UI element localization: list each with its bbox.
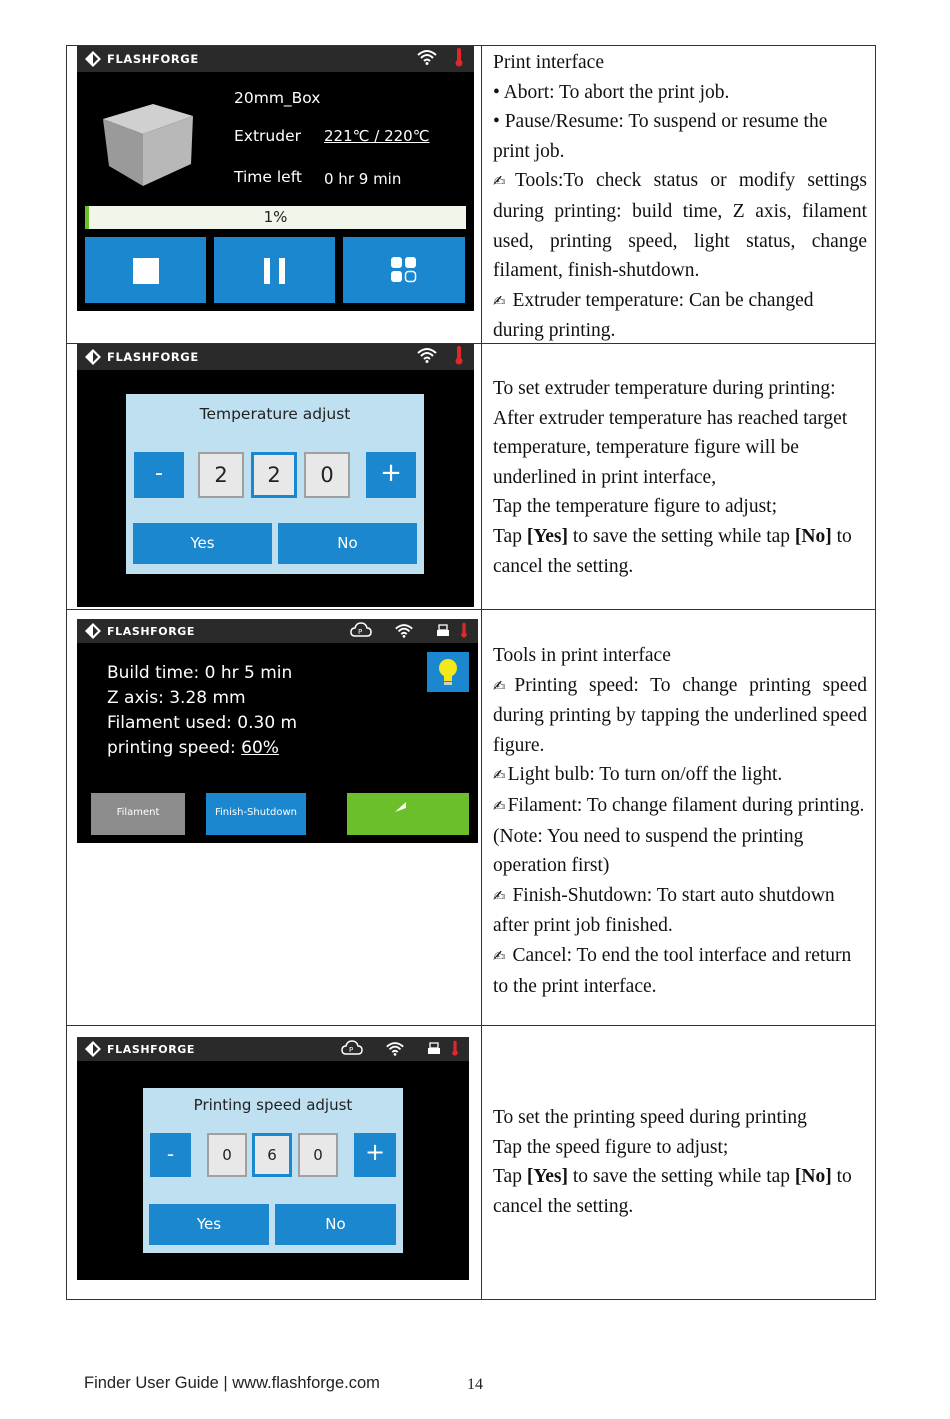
digit-box[interactable]: 0 <box>304 452 350 498</box>
speed-dialog <box>143 1088 403 1253</box>
filament-button[interactable]: Filament <box>91 793 185 835</box>
table-row <box>67 46 875 344</box>
increase-button[interactable]: + <box>366 452 416 498</box>
dialog-title: Printing speed adjust <box>193 1096 353 1114</box>
decrease-button[interactable]: - <box>134 452 184 498</box>
decrease-button[interactable]: - <box>150 1133 191 1177</box>
speed-description: ✍ Printing speed: To change printing speed during printing by tapping the underlined speed figure. <box>493 674 867 756</box>
description-cell <box>483 610 875 1025</box>
printing-speed-value[interactable]: 60% <box>241 738 279 758</box>
flashforge-logo-icon <box>85 623 101 639</box>
pause-button[interactable] <box>214 237 335 303</box>
description-line: To set extruder temperature during printing: <box>493 378 836 399</box>
shutdown-description: ✍ Finish-Shutdown: To start auto shutdown after print job finished. <box>493 884 835 937</box>
screen-topbar <box>77 619 478 643</box>
screenshot-cell <box>67 610 482 1025</box>
section-title: Tools in print interface <box>493 645 671 666</box>
description-cell <box>483 46 875 343</box>
screen-topbar <box>77 46 474 72</box>
z-axis-text: Z axis: 3.28 mm <box>107 688 246 708</box>
footer-guide-text: Finder User Guide | www.flashforge.com <box>84 1374 380 1392</box>
temperature-dialog <box>126 394 424 574</box>
description-line: To set the printing speed during printing <box>493 1107 807 1128</box>
stop-icon <box>133 258 159 284</box>
cancel-description: ✍ Cancel: To end the tool interface and return to the print interface. <box>493 944 852 997</box>
digit-box[interactable]: 0 <box>207 1133 247 1177</box>
screenshot-cell <box>67 46 482 343</box>
abort-button[interactable] <box>85 237 206 303</box>
printer-icon <box>436 623 450 642</box>
pen-icon: ✍ <box>493 172 513 191</box>
no-button[interactable]: No <box>275 1204 396 1245</box>
digit-box[interactable]: 0 <box>298 1133 338 1177</box>
brand-name: FLASHFORGE <box>107 624 196 638</box>
model-name: 20mm_Box <box>234 89 321 107</box>
pen-icon: ✍ <box>493 291 506 310</box>
printing-speed-text: printing speed: 60% <box>107 738 279 758</box>
brand-name: FLASHFORGE <box>107 1042 196 1056</box>
flashforge-logo <box>85 622 195 640</box>
bulb-description: ✍ Light bulb: To turn on/off the light. <box>493 764 783 786</box>
description-line: Tap [Yes] to save the setting while tap [No] to cancel the setting. <box>493 1166 852 1217</box>
flashforge-logo-icon <box>85 1041 101 1057</box>
no-button[interactable]: No <box>278 523 417 564</box>
extruder-label: Extruder <box>234 127 301 145</box>
pen-icon: ✍ <box>493 676 513 695</box>
filament-description: ✍ Filament: To change filament during printing. (Note: You need to suspend the printing operation first) <box>493 794 865 877</box>
screenshot-cell <box>67 1026 482 1300</box>
digit-box-selected[interactable]: 6 <box>252 1133 292 1177</box>
wifi-icon <box>394 623 414 642</box>
time-left-label: Time left <box>234 168 302 186</box>
description-line: After extruder temperature has reached target temperature, temperature figure will be underlined in print interface, <box>493 407 848 488</box>
brand-name: FLASHFORGE <box>107 52 199 66</box>
yes-button[interactable]: Yes <box>133 523 272 564</box>
page-number: 14 <box>467 1376 483 1393</box>
svg-text:P: P <box>349 1046 354 1054</box>
time-left-value: 0 hr 9 min <box>324 170 402 188</box>
back-arrow-icon <box>395 802 423 830</box>
screen-topbar <box>77 344 474 370</box>
thermometer-icon <box>451 1039 459 1061</box>
digit-box[interactable]: 2 <box>198 452 244 498</box>
extruder-temperature-value[interactable]: 221℃ / 220℃ <box>324 127 430 145</box>
wifi-icon <box>385 1041 405 1060</box>
finish-shutdown-button[interactable]: Finish-Shutdown <box>206 793 306 835</box>
wifi-icon <box>416 49 438 69</box>
screenshot-cell <box>67 344 482 609</box>
description-line: Tap the speed figure to adjust; <box>493 1136 729 1158</box>
light-bulb-button[interactable] <box>427 652 469 692</box>
description-line: Tap the temperature figure to adjust; <box>493 496 777 518</box>
pause-description: • Pause/Resume: To suspend or resume the print job. <box>493 111 828 162</box>
description-cell <box>483 1026 875 1300</box>
cancel-button[interactable] <box>347 793 469 835</box>
description-cell <box>483 344 875 609</box>
brand-name: FLASHFORGE <box>107 350 199 364</box>
flashforge-logo-icon <box>85 51 101 67</box>
table-row <box>67 344 875 610</box>
build-time-text: Build time: 0 hr 5 min <box>107 663 293 683</box>
temperature-adjust-screen <box>77 344 474 607</box>
progress-bar <box>85 206 466 229</box>
pause-icon <box>264 258 286 284</box>
print-interface-screen <box>77 46 474 311</box>
abort-description: • Abort: To abort the print job. <box>493 81 730 103</box>
section-title: Print interface <box>493 52 604 73</box>
thermometer-icon <box>454 345 464 369</box>
table-row <box>67 1026 875 1300</box>
flashforge-logo <box>85 1040 195 1058</box>
filament-used-text: Filament used: 0.30 m <box>107 713 298 733</box>
temperature-description: ✍ Extruder temperature: Can be changed during printing. <box>493 289 814 342</box>
printer-icon <box>427 1041 441 1060</box>
yes-button[interactable]: Yes <box>149 1204 269 1245</box>
model-preview-icon <box>93 94 203 194</box>
speed-adjust-screen <box>77 1037 469 1280</box>
wifi-icon <box>416 347 438 367</box>
thermometer-icon <box>454 47 464 71</box>
dialog-title: Temperature adjust <box>199 405 351 423</box>
flashforge-logo <box>85 348 199 366</box>
pen-icon: ✍ <box>493 946 506 965</box>
description-line: Tap [Yes] to save the setting while tap [No] to cancel the setting. <box>493 525 852 577</box>
svg-text:P: P <box>358 628 363 636</box>
pen-icon: ✍ <box>493 886 506 905</box>
screen-topbar <box>77 1037 469 1061</box>
light-bulb-icon <box>438 658 458 690</box>
increase-button[interactable]: + <box>354 1133 396 1177</box>
cloud-icon <box>350 622 372 642</box>
tools-icon <box>390 256 418 284</box>
pen-icon: ✍ <box>493 796 506 815</box>
flashforge-logo <box>85 50 199 68</box>
instruction-table <box>66 45 876 1300</box>
digit-box-selected[interactable]: 2 <box>251 452 297 498</box>
pen-icon: ✍ <box>493 766 506 785</box>
tools-screen <box>77 619 478 843</box>
flashforge-logo-icon <box>85 349 101 365</box>
tools-button[interactable] <box>343 237 465 303</box>
tools-description: ✍ Tools:To check status or modify settings during printing: build time, Z axis, filament used, printing speed, light status, change filament, finish-shutdown. <box>493 170 867 282</box>
table-row <box>67 610 875 1026</box>
thermometer-icon <box>460 621 468 643</box>
progress-text: 1% <box>263 208 288 226</box>
cloud-icon <box>341 1040 363 1060</box>
